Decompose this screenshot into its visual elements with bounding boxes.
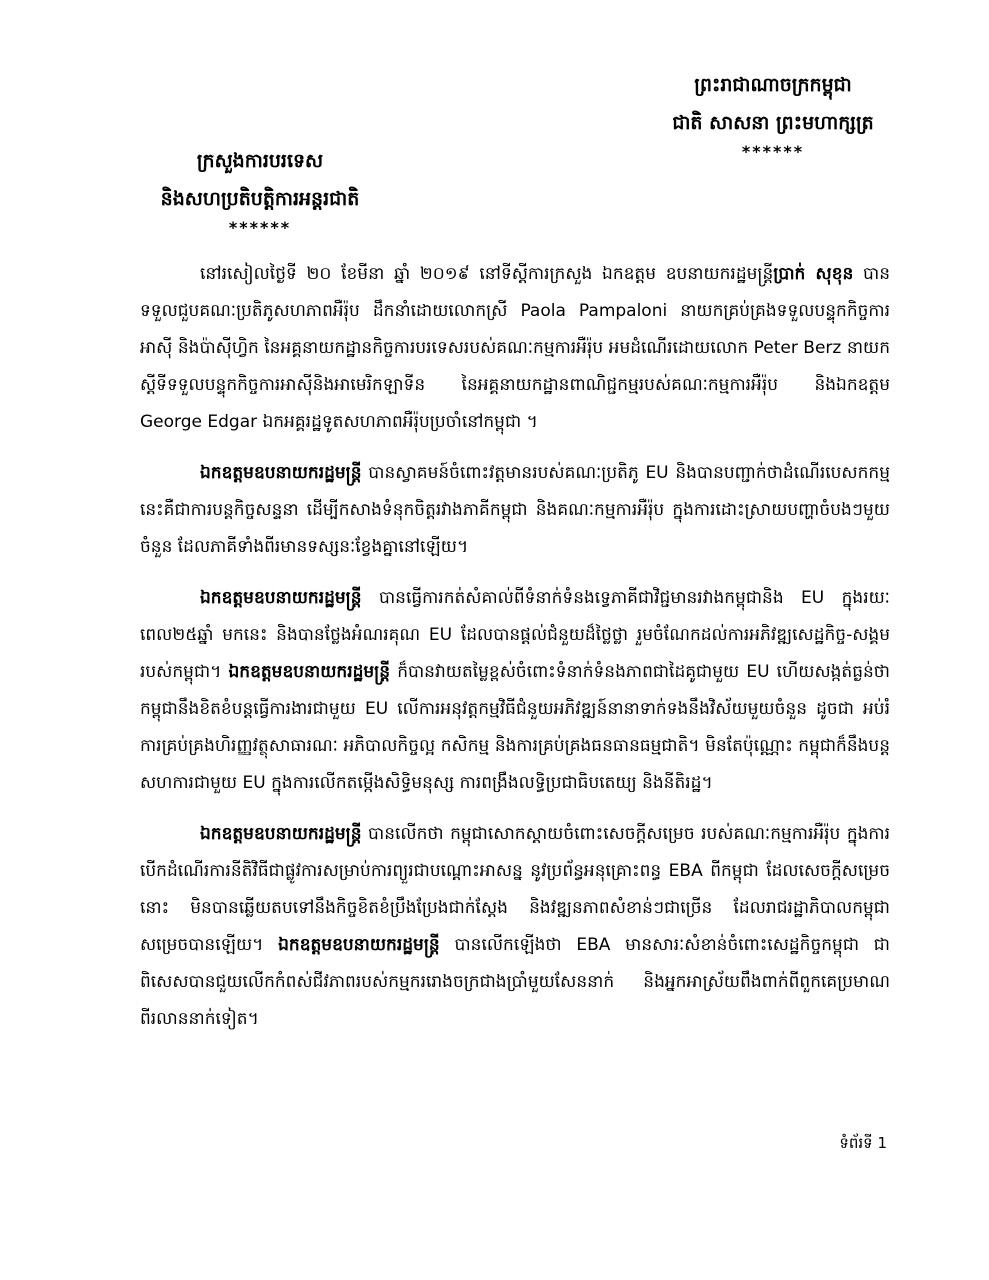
paragraph-2 <box>140 455 890 566</box>
paragraph-3 <box>140 580 890 802</box>
paragraph-1 <box>140 256 890 441</box>
kingdom-name: ព្រះរាជាណាចក្រកម្ពុជា <box>694 74 852 96</box>
paragraph-4-text-after: បានលើកឡើងថា EBA មានសារៈសំខាន់ចំពោះសេដ្ឋកិច្ចកម្ពុជា ជាពិសេសបានជួយលើកកំពស់ជីវភាពរបស់កម្មកររោងចក្រជាងប្រាំមួយសែននាក់ និងអ្នកអាស្រ័យពឹងពាក់ពីពួកគេប្រមាណពីរលាននាក់ទៀត។ <box>140 935 890 1029</box>
press-release-body <box>140 256 890 1052</box>
paragraph-4-mid: ឯកឧត្តមឧបនាយករដ្ឋមន្ត្រី <box>278 935 440 955</box>
kingdom-separator: ****** <box>741 142 805 161</box>
paragraph-4-lead: ឯកឧត្តមឧបនាយករដ្ឋមន្ត្រី <box>200 824 362 844</box>
ministry-header <box>140 142 380 236</box>
paragraph-3-text: បានធ្វើការកត់សំគាល់ពីទំនាក់ទំនងទ្វេភាគីជាវិជ្ជមានរវាងកម្ពុជានិង EU ក្នុងរយៈពេល២៥ឆ្នាំ មកនេះ និងបានថ្លែងអំណរគុណ EU ដែលបានផ្តល់ជំនួយដ៏ថ្លៃថ្លា រួមចំណែកដល់ការអភិវឌ្ឍសេដ្ឋកិច្ច-សង្គមរបស់កម្ពុជា។ <box>140 588 890 682</box>
paragraph-2-text: បានស្វាគមន៍ចំពោះវត្តមានរបស់គណៈប្រតិភូ EU និងបានបញ្ជាក់ថាដំណើរបេសកកម្មនេះគឺជាការបន្តកិច្ចសន្ទនា ដើម្បីកសាងទំនុកចិត្តរវាងភាគីកម្ពុជា និងគណៈកម្មការអឺរ៉ុប ក្នុងការដោះស្រាយបញ្ហាចំបងៗមួយចំនួន ដែលភាគីទាំងពីរមានទស្សនៈខ្វែងគ្នានៅឡើយ។ <box>140 463 890 557</box>
kingdom-motto-header <box>653 66 893 160</box>
paragraph-1-name: ប្រាក់ សុខុន <box>773 264 854 284</box>
paragraph-3-lead: ឯកឧត្តមឧបនាយករដ្ឋមន្ត្រី <box>200 588 362 608</box>
paragraph-4 <box>140 816 890 1038</box>
paragraph-4-text: បានលើកថា កម្ពុជាសោកស្តាយចំពោះសេចក្តីសម្រេច របស់គណៈកម្មការអឺរ៉ុប ក្នុងការបើកដំណើរការនីតិវិធីជាផ្លូវការសម្រាប់ការព្យួរជាបណ្តោះអាសន្ន នូវប្រព័ន្ធអនុគ្រោះពន្ធ EBA ពីកម្ពុជា ដែលសេចក្តីសម្រេចនោះ មិនបានឆ្លើយតបទៅនឹងកិច្ចខិតខំប្រឹងប្រែងជាក់ស្តែង និងវឌ្ឍនភាពសំខាន់ៗជាច្រើន ដែលរាជរដ្ឋាភិបាលកម្ពុជាសម្រេចបានឡើយ។ <box>140 824 890 955</box>
page-number: ទំព័រទី 1 <box>839 1134 887 1152</box>
ministry-separator: ****** <box>228 218 292 237</box>
paragraph-1-text-after: បានទទួលជួបគណៈប្រតិភូសហភាពអឺរ៉ុប ដឹកនាំដោយលោកស្រី Paola Pampaloni នាយកគ្រប់គ្រងទទួលបន្ទុកកិច្ចការអាស៊ី និងប៉ាស៊ីហ្វិក នៃអគ្គនាយកដ្ឋានកិច្ចការបរទេសរបស់គណៈកម្មការអឺរ៉ុប អមដំណើរដោយលោក Peter Berz នាយកស្តីទីទទួលបន្ទុកកិច្ចការអាស៊ីនិងអាមេរិកឡាទីន នៃអគ្គនាយកដ្ឋានពាណិជ្ជកម្មរបស់គណៈកម្មការអឺរ៉ុប និងឯកឧត្តម George Edgar ឯកអគ្គរដ្ឋទូតសហភាពអឺរ៉ុបប្រចាំនៅកម្ពុជា ។ <box>140 264 890 432</box>
ministry-name-line2: និងសហប្រតិបត្តិការអន្តរជាតិ <box>160 188 360 210</box>
paragraph-2-lead: ឯកឧត្តមឧបនាយករដ្ឋមន្ត្រី <box>200 463 362 483</box>
ministry-name-line1: ក្រសួងការបរទេស <box>196 150 324 172</box>
paragraph-3-text-after: ក៏បានវាយតម្លៃខ្ពស់ចំពោះទំនាក់ទំនងភាពជាដៃគូជាមួយ EU ហើយសង្កត់ធ្ងន់ថា កម្ពុជានឹងខិតខំបន្តធ្វើការងារជាមួយ EU លើការអនុវត្តកម្មវិធីជំនួយអភិវឌ្ឍន៍នានាទាក់ទងនឹងវិស័យមួយចំនួន ដូចជា អប់រំ ការគ្រប់គ្រងហិរញ្ញវត្ថុសាធារណៈ អភិបាលកិច្ចល្អ កសិកម្ម និងការគ្រប់គ្រងធនធានធម្មជាតិ។ មិនតែប៉ុណ្ណោះ កម្ពុជាក៏នឹងបន្តសហការជាមួយ EU ក្នុងការលើកតម្កើងសិទ្ធិមនុស្ស ការពង្រឹងលទ្ធិប្រជាធិបតេយ្យ និងនីតិរដ្ឋ។ <box>140 662 890 793</box>
paragraph-1-text: នៅរសៀលថ្ងៃទី ២០ ខែមីនា ឆ្នាំ ២០១៩ នៅទីស្តីការក្រសួង ឯកឧត្តម ឧបនាយករដ្ឋមន្ត្រី <box>200 264 774 284</box>
paragraph-3-mid: ឯកឧត្តមឧបនាយករដ្ឋមន្ត្រី <box>228 662 391 682</box>
national-motto: ជាតិ សាសនា ព្រះមហាក្សត្រ <box>672 112 874 134</box>
